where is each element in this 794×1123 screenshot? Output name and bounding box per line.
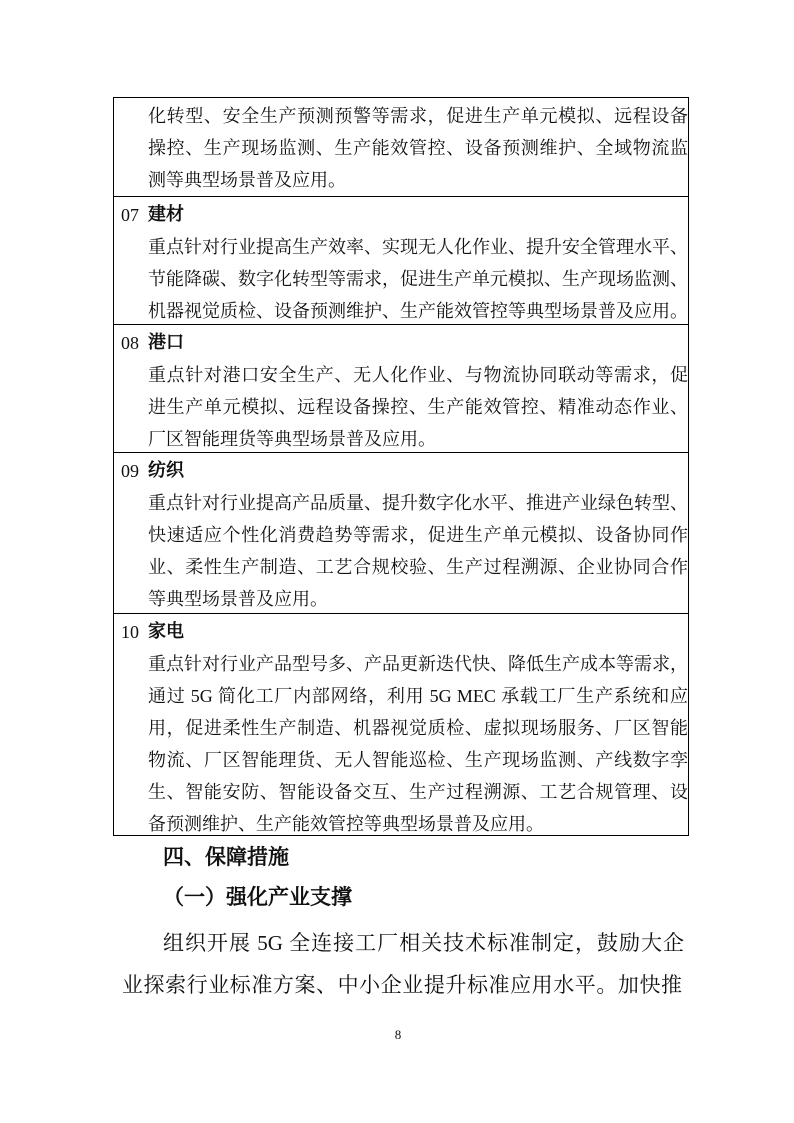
table-row-continued	[113, 97, 689, 196]
row-body	[114, 614, 688, 840]
row-number: 08	[121, 333, 139, 353]
row-body	[114, 325, 688, 455]
row-text-line: 快速适应个性化消费趋势等需求，促进生产单元模拟、设备协同作	[148, 525, 688, 545]
row-body	[114, 98, 688, 196]
paragraph-line: 业探索行业标准方案、中小企业提升标准应用水平。加快推	[122, 973, 682, 997]
row-text-line: 机器视觉质检、设备预测维护、生产能效管控等典型场景普及应用。	[148, 301, 688, 321]
row-text-line: 业、柔性生产制造、工艺合规校验、生产过程溯源、企业协同合作	[148, 557, 688, 577]
row-text-line: 厂区智能理货等典型场景普及应用。	[148, 429, 436, 449]
row-text-line: 节能降碳、数字化转型等需求，促进生产单元模拟、生产现场监测、	[148, 269, 688, 289]
table-row-08	[113, 324, 689, 452]
table-row-07	[113, 196, 689, 324]
row-text-line: 重点针对行业产品型号多、产品更新迭代快、降低生产成本等需求，	[148, 654, 688, 674]
row-text-line: 等典型场景普及应用。	[148, 589, 328, 609]
row-body	[114, 197, 688, 327]
row-header	[114, 199, 688, 231]
row-number: 10	[121, 622, 139, 642]
row-text-line: 操控、生产现场监测、生产能效管控、设备预测维护、全域物流监	[148, 138, 688, 158]
row-header	[114, 327, 688, 359]
table-row-10	[113, 613, 689, 836]
row-title: 港口	[148, 332, 184, 353]
row-title: 家电	[148, 621, 184, 642]
row-title: 建材	[148, 204, 184, 225]
row-text-line: 进生产单元模拟、远程设备操控、生产能效管控、精准动态作业、	[148, 397, 688, 417]
row-text-line: 物流、厂区智能理货、无人智能巡检、生产现场监测、产线数字孪	[148, 750, 688, 770]
section-heading: 四、保障措施	[163, 845, 289, 869]
row-number: 07	[121, 205, 139, 225]
page-number: 8	[394, 1027, 402, 1042]
row-text-line: 通过 5G 简化工厂内部网络，利用 5G MEC 承载工厂生产系统和应	[148, 686, 688, 706]
row-header	[114, 616, 688, 648]
row-number: 09	[121, 461, 139, 481]
row-body	[114, 453, 688, 615]
row-text-line: 重点针对行业提高产品质量、提升数字化水平、推进产业绿色转型、	[148, 493, 688, 513]
row-text-line: 测等典型场景普及应用。	[148, 170, 346, 190]
paragraph-line: 组织开展 5G 全连接工厂相关技术标准制定，鼓励大企	[163, 931, 684, 955]
row-text-line: 重点针对港口安全生产、无人化作业、与物流协同联动等需求，促	[148, 365, 688, 385]
row-title: 纺织	[148, 460, 184, 481]
subsection-heading: （一）强化产业支撑	[163, 884, 352, 909]
row-text-line: 重点针对行业提高生产效率、实现无人化作业、提升安全管理水平、	[148, 237, 688, 257]
row-header	[114, 455, 688, 487]
row-text-line: 备预测维护、生产能效管控等典型场景普及应用。	[148, 814, 544, 834]
row-text-line: 用，促进柔性生产制造、机器视觉质检、虚拟现场服务、厂区智能	[148, 718, 688, 738]
table-row-09	[113, 452, 689, 613]
row-text-line: 化转型、安全生产预测预警等需求，促进生产单元模拟、远程设备	[148, 106, 688, 126]
row-text-line: 生、智能安防、智能设备交互、生产过程溯源、工艺合规管理、设	[148, 782, 688, 802]
